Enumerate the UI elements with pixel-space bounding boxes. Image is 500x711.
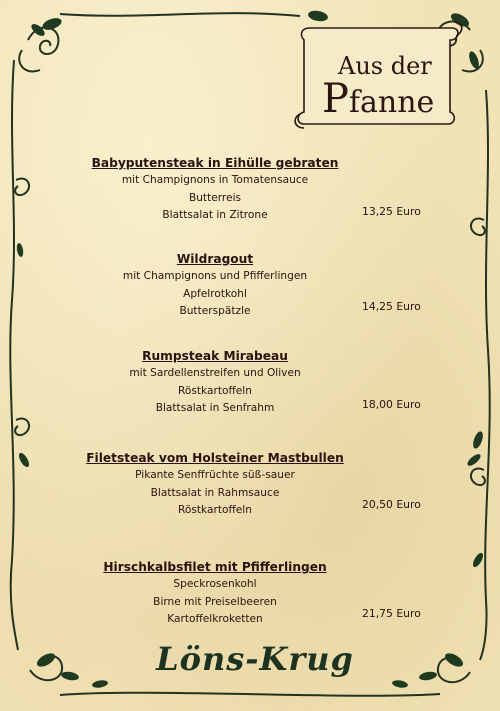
dish-side: Speckrosenkohl — [173, 578, 257, 590]
dish-price: 18,00 Euro — [362, 398, 421, 411]
dish-price: 14,25 Euro — [362, 300, 421, 313]
menu-item — [80, 450, 350, 520]
dish-price: 21,75 Euro — [362, 607, 421, 620]
bottom-border-vine — [60, 693, 440, 696]
menu-item — [80, 559, 350, 629]
dish-side: Birne mit Preiselbeeren — [153, 595, 277, 608]
menu-item — [80, 251, 350, 321]
dish-side: Röstkartoffeln — [178, 504, 252, 516]
dish-side: mit Sardellenstreifen und Oliven — [129, 367, 301, 379]
dish-side: mit Champignons in Tomatensauce — [121, 174, 309, 186]
dish-side: Blattsalat in Rahmsauce — [150, 486, 280, 499]
menu-item — [80, 155, 350, 225]
dish-name: Filetsteak vom Holsteiner Mastbullen — [86, 451, 344, 465]
menu-item — [80, 348, 350, 418]
dish-side: Röstkartoffeln — [178, 384, 252, 397]
dish-side: Blattsalat in Senfrahm — [155, 402, 275, 414]
dish-side: Butterreis — [188, 191, 242, 204]
dish-side: Apfelrotkohl — [183, 287, 247, 300]
dish-name: Rumpsteak Mirabeau — [142, 349, 288, 363]
dish-side: Kartoffelkroketten — [167, 613, 263, 625]
right-border-vine — [480, 90, 490, 660]
dish-name: Wildragout — [176, 252, 254, 266]
dish-side: Pikante Senffrüchte süß-sauer — [135, 469, 295, 481]
dish-name: Babyputensteak in Eihülle gebraten — [91, 156, 339, 170]
dish-price: 13,25 Euro — [362, 205, 421, 218]
dish-side: Butterspätzle — [179, 305, 251, 317]
dish-price: 20,50 Euro — [362, 498, 421, 511]
dish-side: Blattsalat in Zitrone — [162, 209, 268, 221]
dish-side: mit Champignons und Pfifferlingen — [122, 270, 308, 282]
title-banner — [298, 30, 448, 122]
top-border-vine — [60, 13, 300, 16]
title-line2 — [322, 76, 434, 122]
title-initial: P — [322, 76, 349, 122]
restaurant-logo: Löns-Krug — [156, 640, 354, 678]
left-border-vine — [10, 60, 18, 650]
dish-name: Hirschkalbsfilet mit Pfifferlingen — [103, 560, 327, 574]
title-rest: fanne — [348, 85, 435, 120]
title-line1: Aus der — [338, 52, 432, 80]
